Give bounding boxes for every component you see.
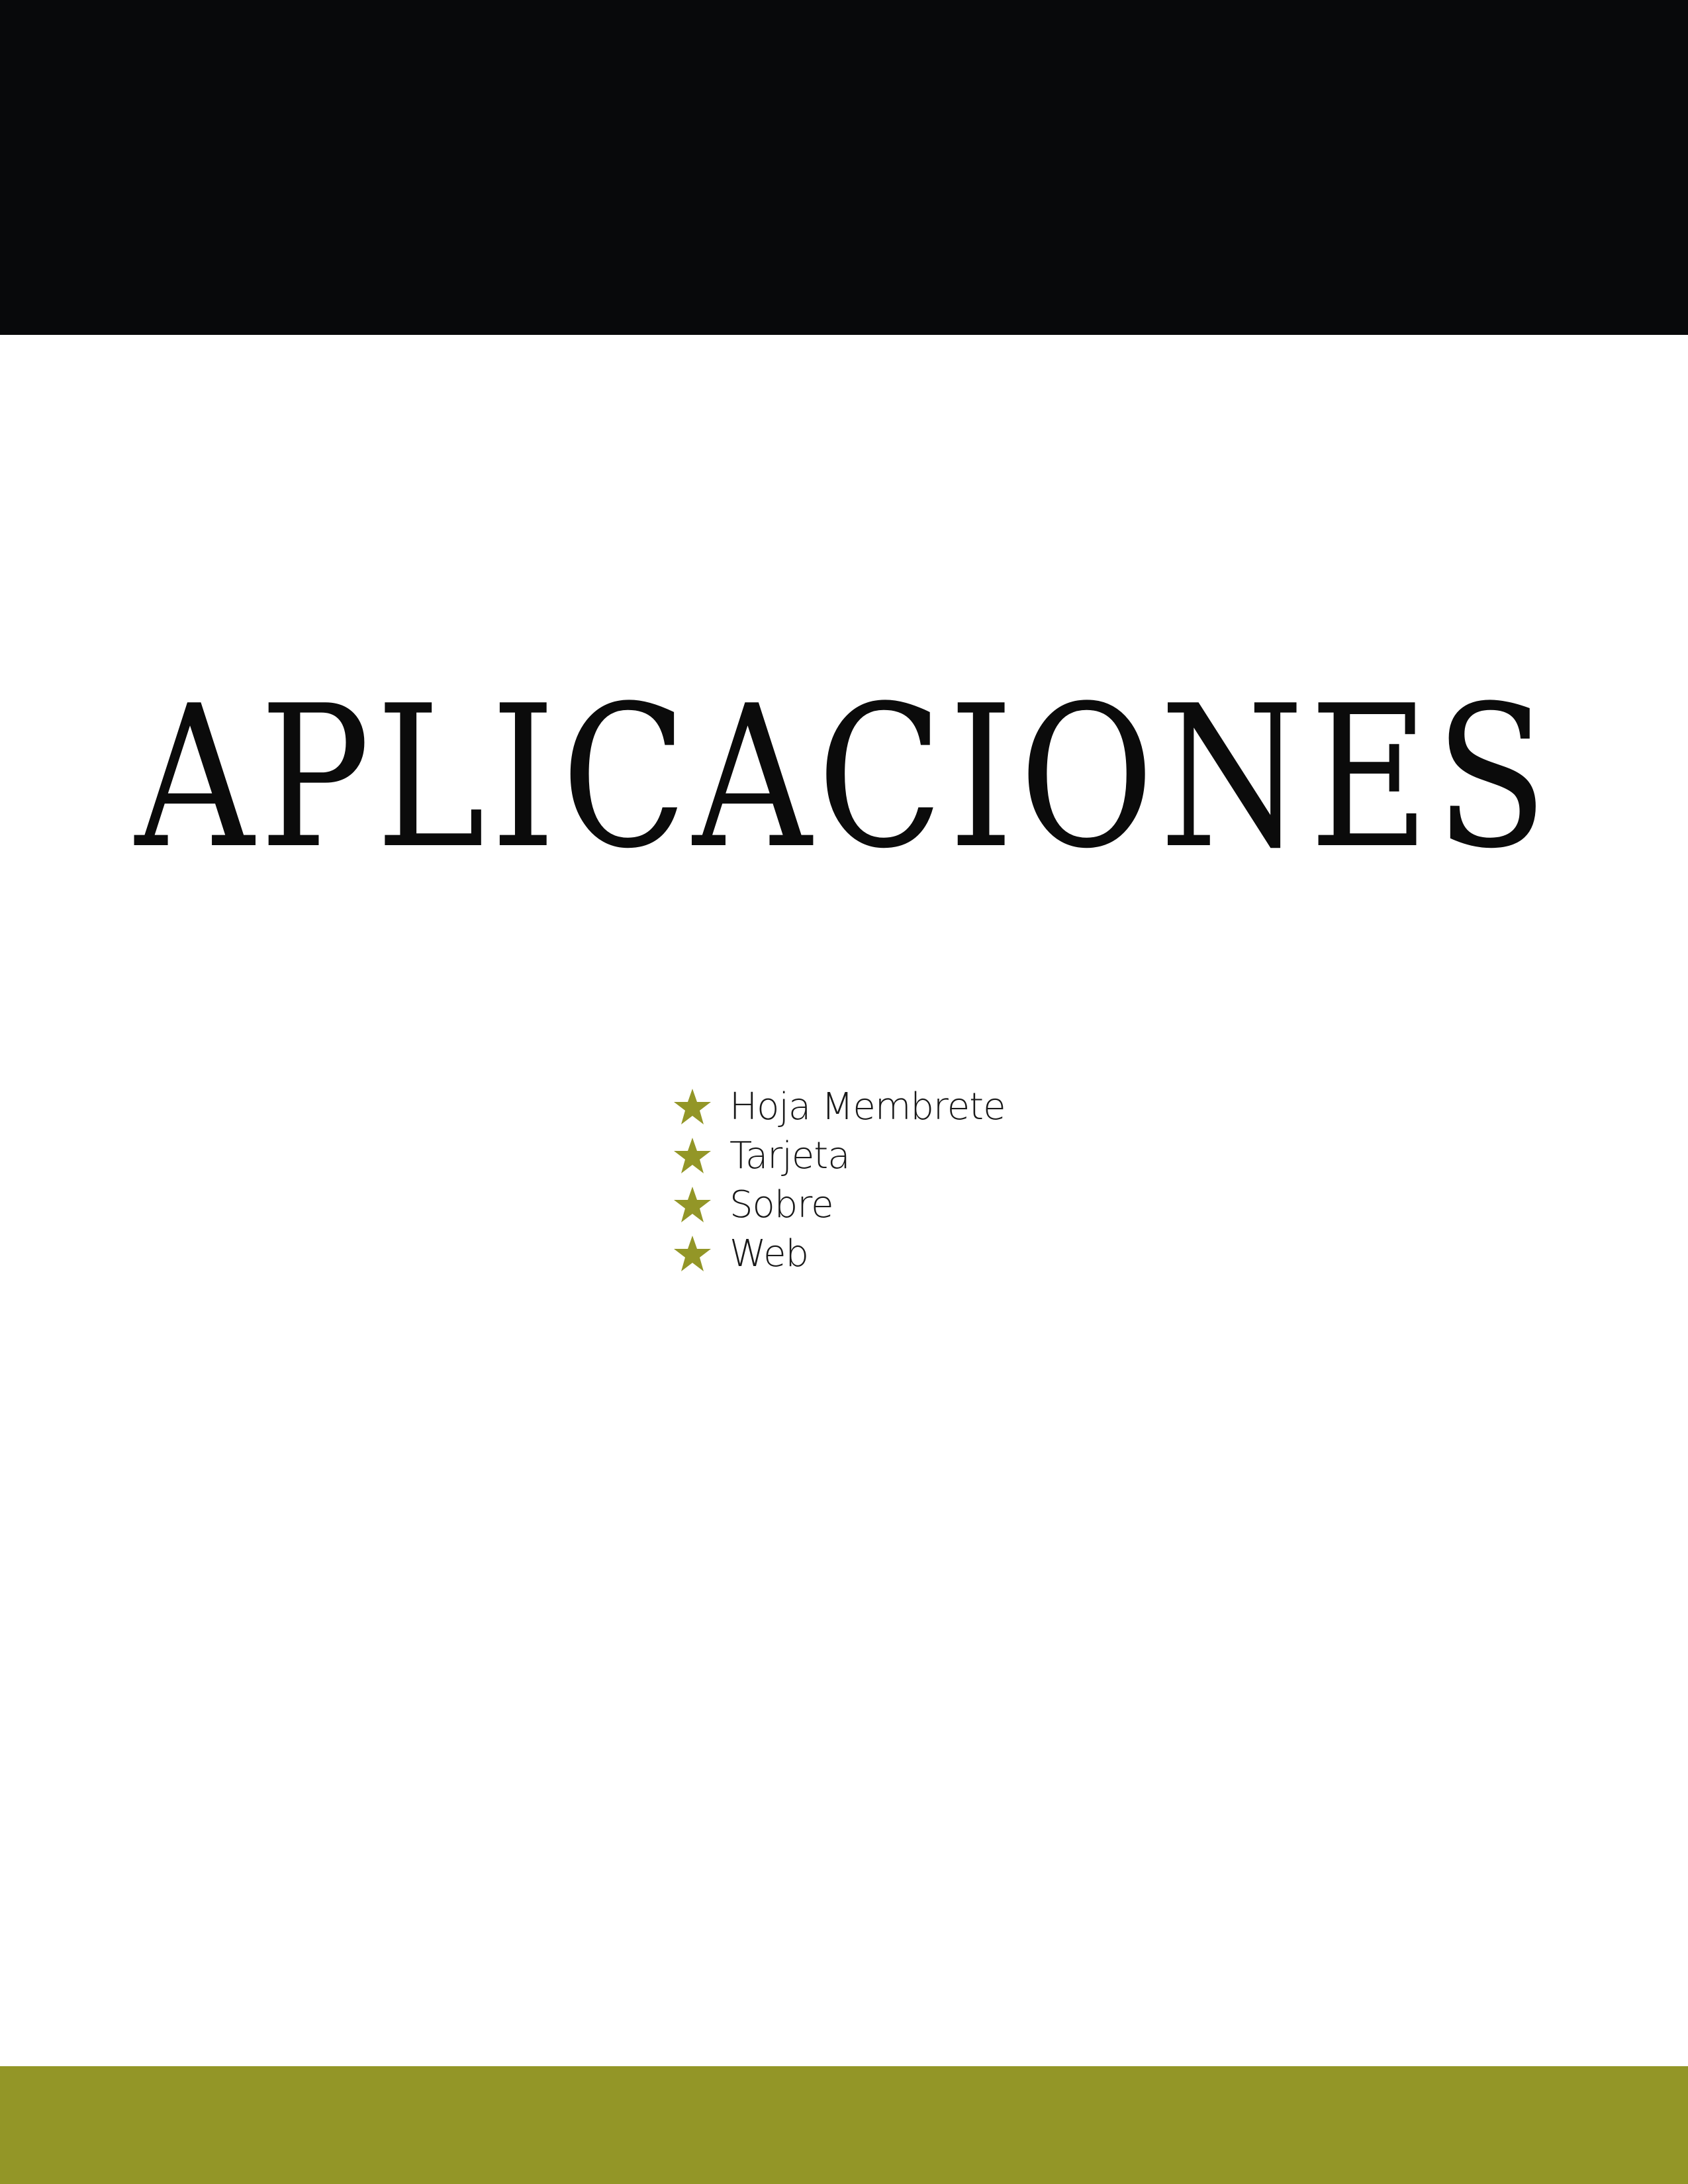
list-item [671,1181,1006,1230]
applications-list [671,1083,1006,1279]
list-item-label: Sobre [729,1183,833,1226]
list-item [671,1083,1006,1132]
top-band [0,0,1688,335]
list-item-label: Tarjeta [729,1134,850,1177]
bottom-band [0,2066,1688,2184]
list-item [671,1132,1006,1181]
list-item-label: Web [729,1232,809,1275]
star-icon [671,1086,714,1128]
list-item-label: Hoja Membrete [729,1085,1006,1128]
page-title: APLICACIONES [135,663,1554,891]
star-icon [671,1233,714,1275]
star-icon [671,1184,714,1226]
list-item [671,1230,1006,1279]
star-icon [671,1135,714,1177]
